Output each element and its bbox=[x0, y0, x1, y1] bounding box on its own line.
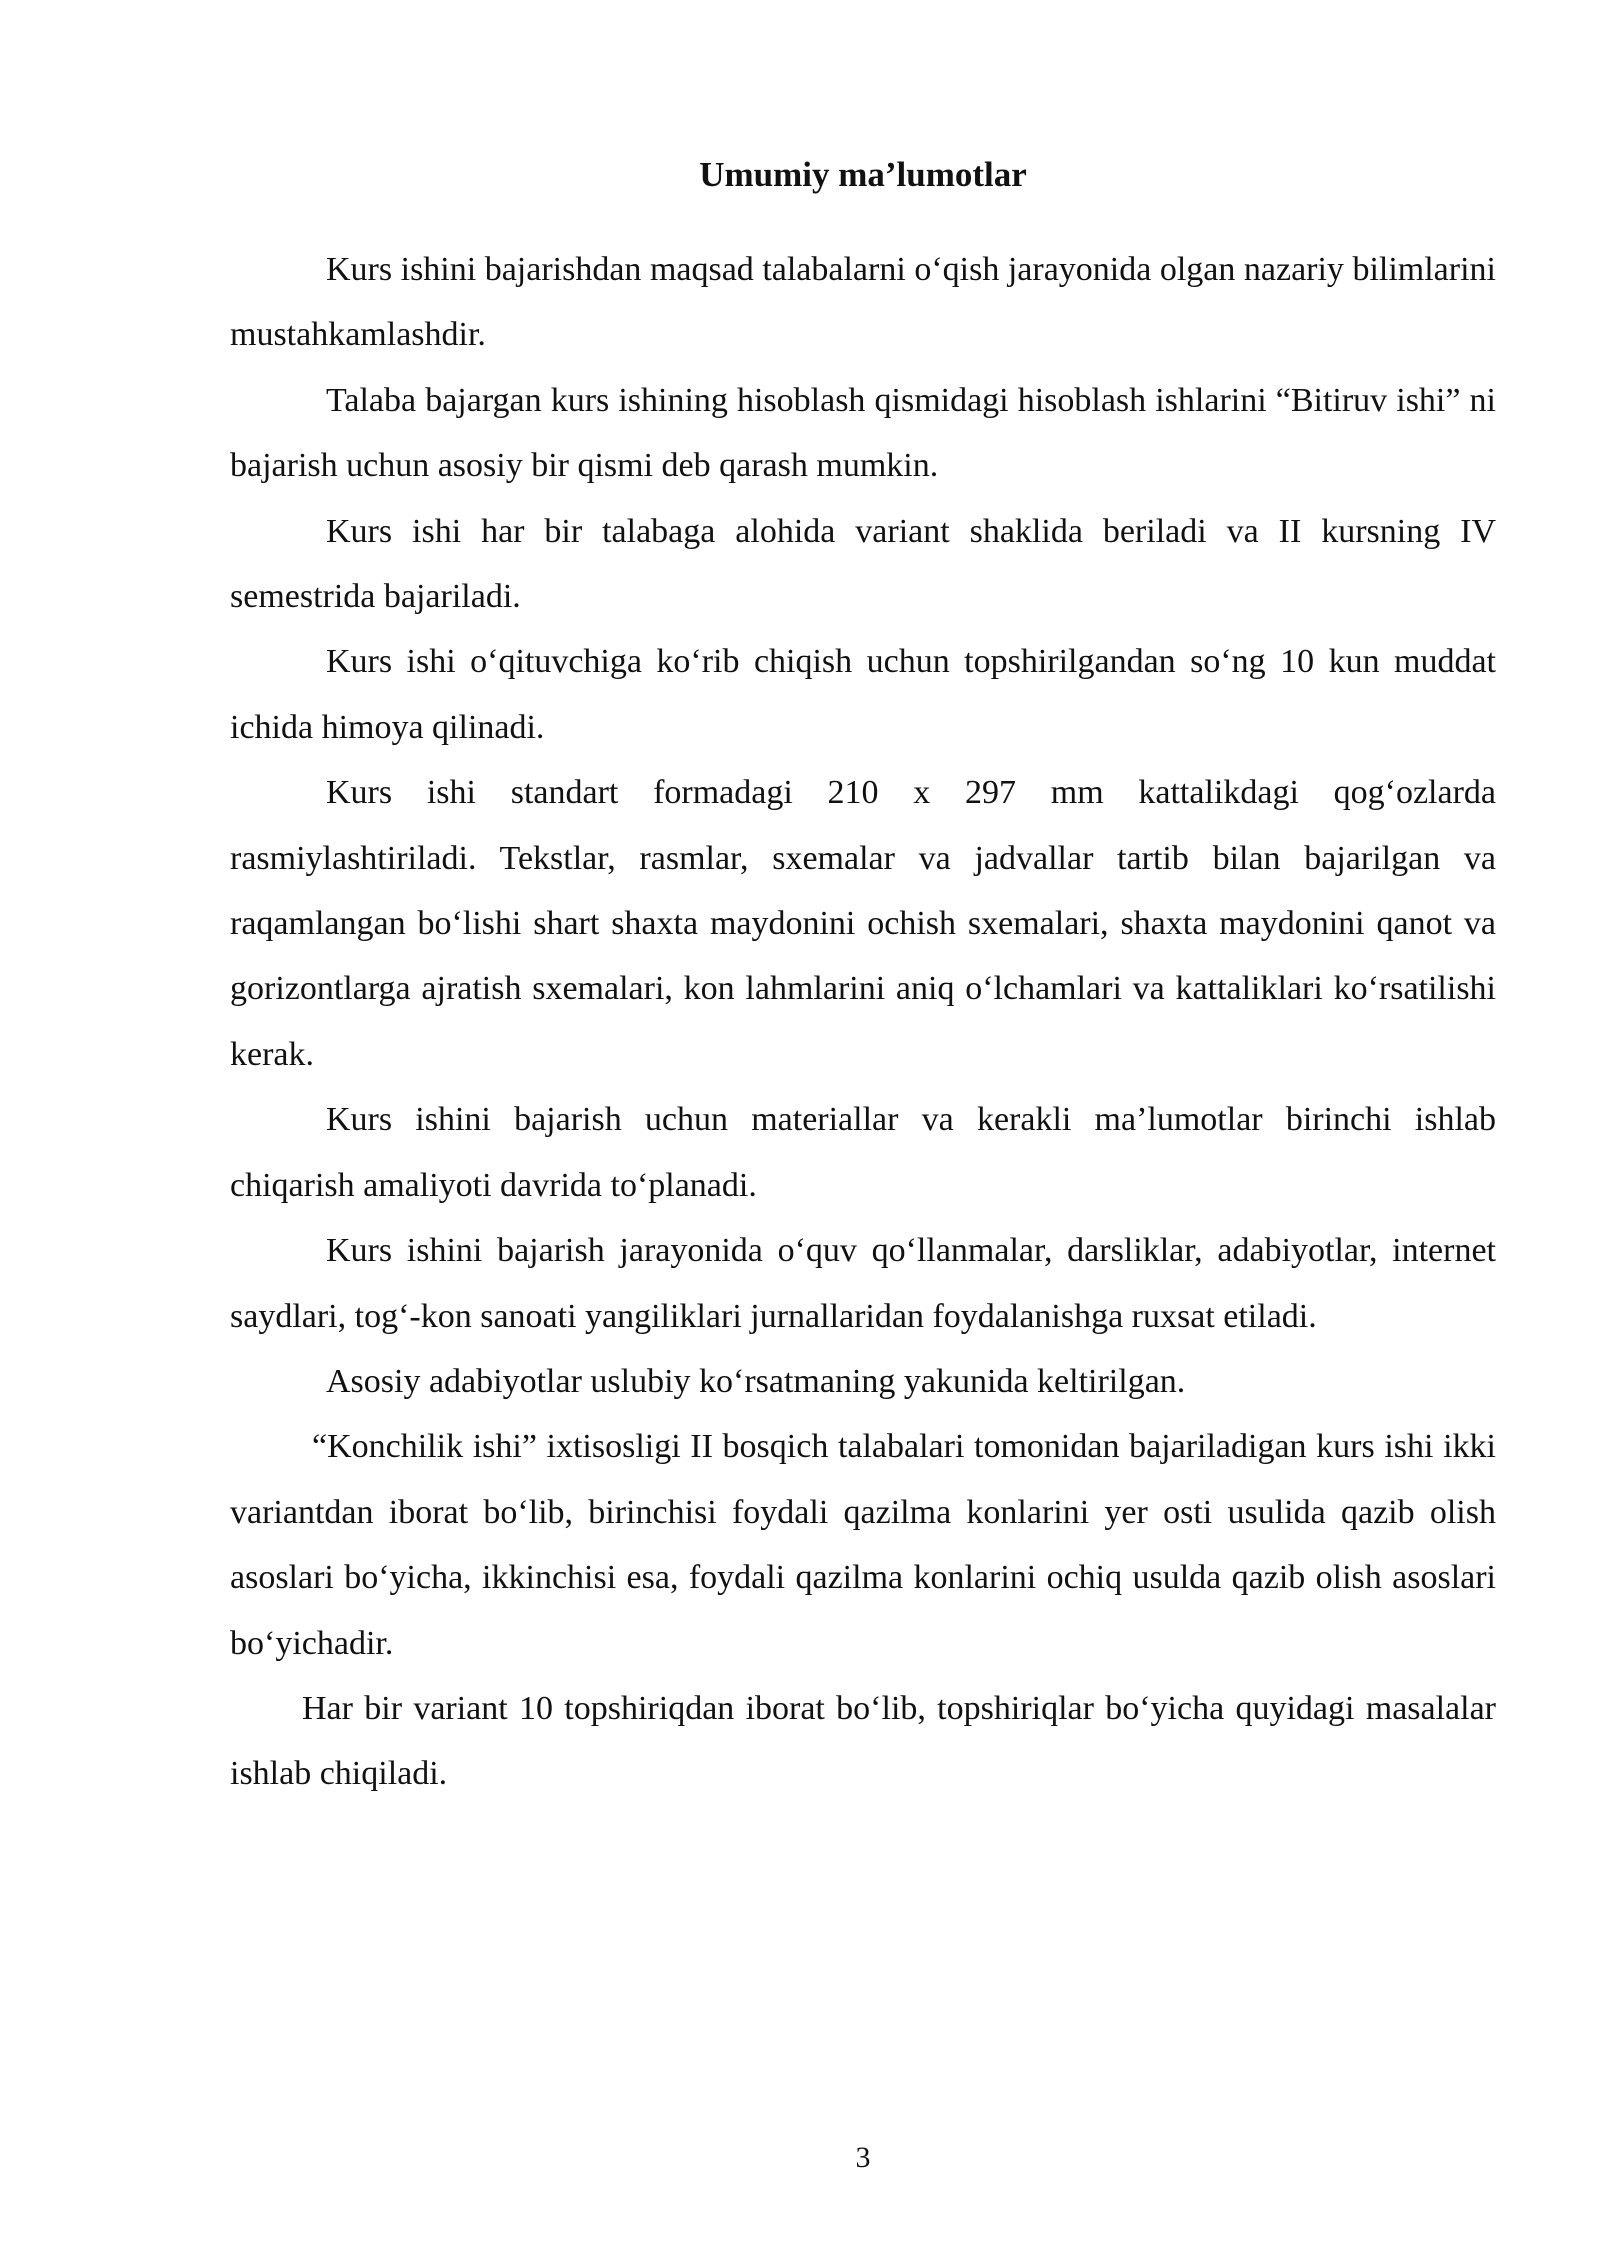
page-number: 3 bbox=[855, 2141, 871, 2174]
paragraph-defense: Kurs ishi o‘qituvchiga ko‘rib chiqish uchun topshirilgandan so‘ng 10 kun muddat ichida himoya qilinadi. bbox=[230, 643, 1496, 746]
page-title: Umumiy ma’lumotlar bbox=[699, 155, 1027, 194]
body-text bbox=[230, 237, 1496, 1807]
paragraph-tasks: Har bir variant 10 topshiriqdan iborat bo‘lib, topshiriqlar bo‘yicha quyidagi masalalar ishlab chiqiladi. bbox=[230, 1689, 1496, 1793]
paragraph-literature: Asosiy adabiyotlar uslubiy ko‘rsatmaning yakunida keltirilgan. bbox=[326, 1362, 1186, 1400]
paragraph-format: Kurs ishi standart formadagi 210 x 297 mm kattalikdagi qog‘ozlarda rasmiylashtiriladi. Tekstlar, rasmlar, sxemalar va jadvallar tartib bilan bajarilgan va raqamlangan bo‘lishi shart shaxta maydonini ochish sxemalari, shaxta maydonini qanot va gorizontlarga ajratish sxemalari, kon lahmlarini aniq o‘lchamlari va kattaliklari ko‘rsatilishi kerak. bbox=[230, 774, 1496, 1073]
paragraph-purpose: Kurs ishini bajarishdan maqsad talabalarni o‘qish jarayonida olgan nazariy bilimlarini mustahkamlashdir. bbox=[230, 251, 1496, 354]
paragraph-specialty: “Konchilik ishi” ixtisosligi II bosqich talabalari tomonidan bajariladigan kurs ishi ikki variantdan iborat bo‘lib, birinchisi foydali qazilma konlarini yer osti usulida qazib olish asoslari bo‘yicha, ikkinchisi esa, foydali qazilma konlarini ochiq usulda qazib olish asoslari bo‘yichadir. bbox=[230, 1428, 1496, 1662]
paragraph-materials: Kurs ishini bajarish uchun materiallar va kerakli ma’lumotlar birinchi ishlab chiqarish amaliyoti davrida to‘planadi. bbox=[230, 1101, 1496, 1204]
paragraph-variant: Kurs ishi har bir talabaga alohida variant shaklida beriladi va II kursning IV semestrida bajariladi. bbox=[230, 512, 1496, 616]
paragraph-calculation: Talaba bajargan kurs ishining hisoblash qismidagi hisoblash ishlarini “Bitiruv ishi” ni bajarish uchun asosiy bir qismi deb qarash mumkin. bbox=[230, 381, 1496, 485]
paragraph-resources: Kurs ishini bajarish jarayonida o‘quv qo‘llanmalar, darsliklar, adabiyotlar, internet saydlari, tog‘-kon sanoati yangiliklari jurnallaridan foydalanishga ruxsat etiladi. bbox=[230, 1232, 1496, 1335]
